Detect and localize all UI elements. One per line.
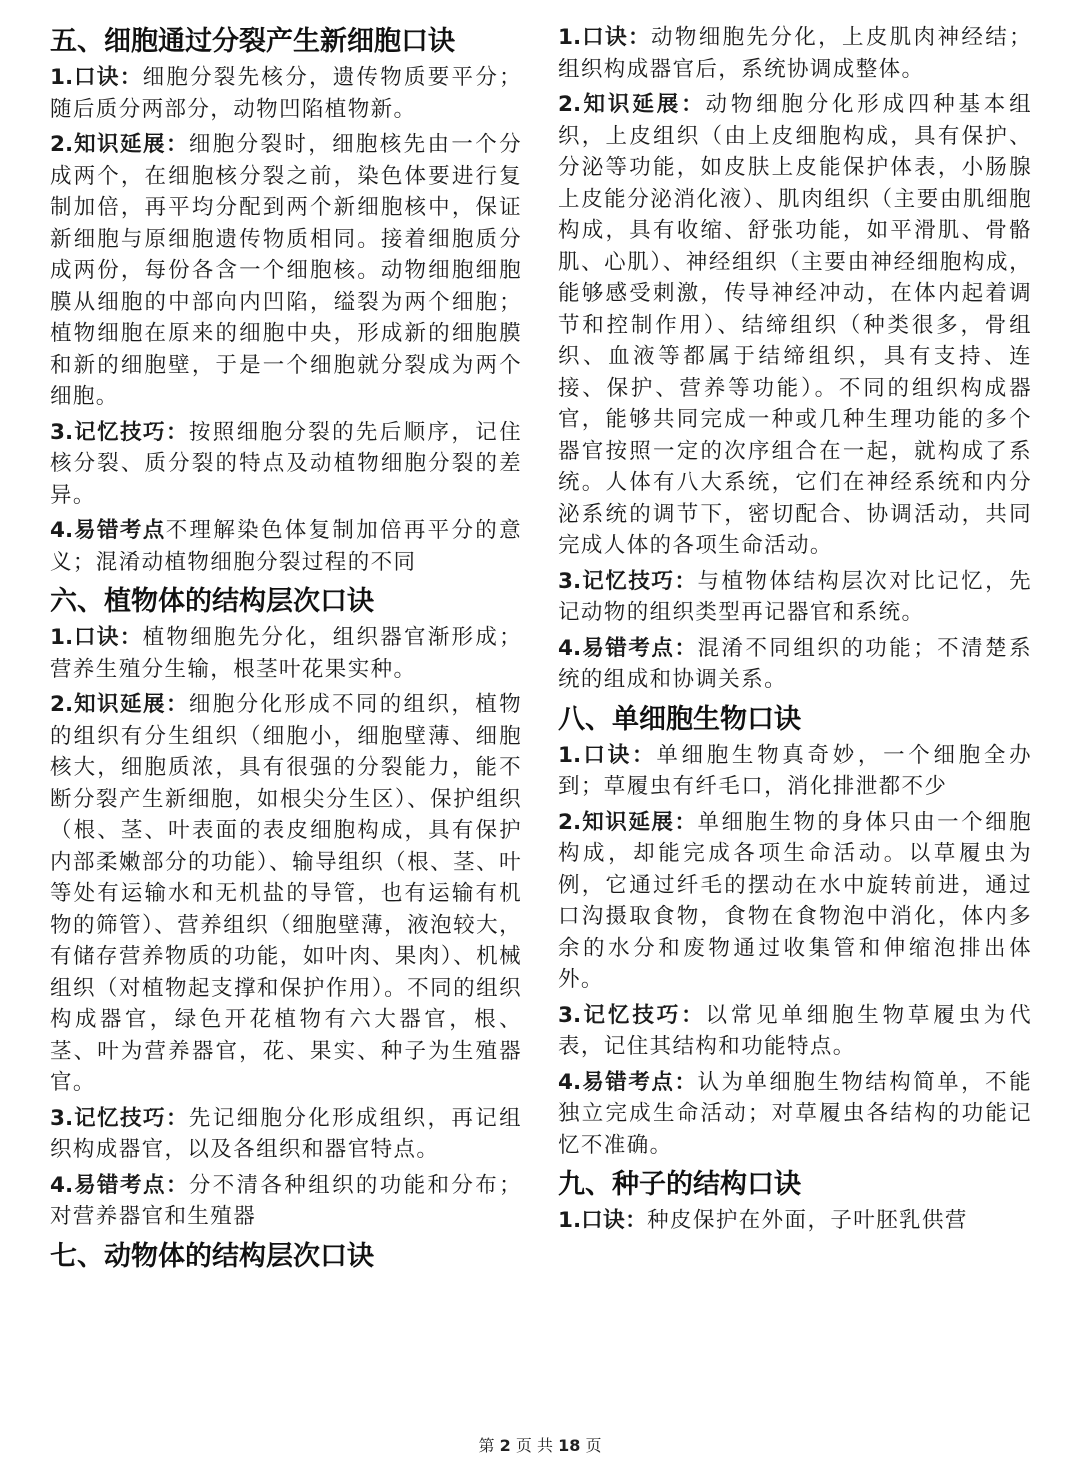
item-label: 易错考点 <box>73 518 166 543</box>
section-title-9: 九、种子的结构口诀 <box>558 1169 801 1200</box>
s5-item-1 <box>50 62 522 125</box>
item-label: 口诀： <box>73 625 143 650</box>
item-number: 4. <box>558 635 582 661</box>
item-number: 4. <box>558 1069 582 1095</box>
item-text: 先记细胞分化形成组织，再记组织构成器官，以及各组织和器官特点。 <box>50 1105 522 1162</box>
s6-item-1 <box>50 622 522 685</box>
s8-item-2 <box>558 807 1032 996</box>
footer-middle: 页 共 <box>515 1436 553 1455</box>
item-text: 单细胞生物的身体只由一个细胞构成，却能完成各项生命活动。以草履虫为例，它通过纤毛的摆动在水中旋转前进，通过口沟摄取食物，食物在食物泡中消化，体内多余的水分和废物通过收集管和伸缩泡排出体外。 <box>558 809 1032 992</box>
item-number: 1. <box>558 25 582 50</box>
left-column <box>50 22 522 1277</box>
item-label: 记忆技巧： <box>73 1105 189 1131</box>
s5-item-3 <box>50 417 522 512</box>
item-label: 易错考点： <box>581 635 698 661</box>
item-text: 以常见单细胞生物草履虫为代表，记住其结构和功能特点。 <box>558 1002 1032 1059</box>
item-number: 2. <box>558 809 582 835</box>
s5-item-2 <box>50 129 522 413</box>
item-number: 3. <box>558 1002 582 1028</box>
page-footer <box>0 1433 1080 1456</box>
item-text: 动物细胞分化形成四种基本组织，上皮组织（由上皮细胞构成，具有保护、分泌等功能，如皮肤上皮能保护体表，小肠腺上皮能分泌消化液）、肌肉组织（主要由肌细胞构成，具有收缩、舒张功能，如平滑肌、骨骼肌、心肌）、神经组织（主要由神经细胞构成，能够感受刺激，传导神经冲动，在体内起着调节和控制作用）、结缔组织（种类很多，骨组织、血液等都属于结缔组织，具有支持、连接、保护、营养等功能）。不同的组织构成器官，能够共同完成一种或几种生理功能的多个器官按照一定的次序组合在一起，就构成了系统。人体有八大系统，它们在神经系统和内分泌系统的调节下，密切配合、协调活动，共同完成人体的各项生命活动。 <box>558 92 1032 558</box>
s7-item-2 <box>558 89 1032 562</box>
item-number: 3. <box>50 1105 74 1131</box>
total-pages-number: 18 <box>558 1436 581 1455</box>
item-number: 1. <box>50 65 74 90</box>
item-label: 记忆技巧： <box>581 1002 706 1028</box>
item-text: 不理解染色体复制加倍再平分的意义；混淆动植物细胞分裂过程的不同 <box>50 518 522 575</box>
s7-item-4 <box>558 633 1032 696</box>
item-label: 知识延展： <box>581 92 706 117</box>
section-title-6: 六、植物体的结构层次口诀 <box>50 586 374 617</box>
item-label: 知识延展： <box>73 692 189 717</box>
s6-item-3 <box>50 1103 522 1166</box>
item-label: 易错考点： <box>73 1172 189 1198</box>
s6-item-2 <box>50 689 522 1099</box>
footer-prefix: 第 <box>478 1436 495 1455</box>
item-text: 植物细胞先分化，组织器官渐形成；营养生殖分生输，根茎叶花果实种。 <box>50 625 522 682</box>
item-number: 1. <box>558 742 582 768</box>
s9-item-1 <box>558 1205 1032 1237</box>
item-number: 3. <box>558 568 582 594</box>
item-number: 4. <box>50 1172 74 1198</box>
item-text: 细胞分裂时，细胞核先由一个分成两个，在细胞核分裂之前，染色体要进行复制加倍，再平均分配到两个新细胞核中，保证新细胞与原细胞遗传物质相同。接着细胞质分成两份，每份各含一个细胞核。动物细胞细胞膜从细胞的中部向内凹陷，缢裂为两个细胞；植物细胞在原来的细胞中央，形成新的细胞膜和新的细胞壁，于是一个细胞就分裂成为两个细胞。 <box>50 132 522 409</box>
item-text: 分不清各种组织的功能和分布；对营养器官和生殖器 <box>50 1172 522 1229</box>
item-label: 口诀： <box>581 742 657 768</box>
s8-item-4 <box>558 1067 1032 1162</box>
right-column <box>558 22 1032 1241</box>
s5-item-4 <box>50 515 522 578</box>
item-text: 种皮保护在外面，子叶胚乳供营 <box>647 1208 968 1233</box>
item-number: 2. <box>50 132 74 157</box>
item-label: 口诀： <box>581 1208 648 1233</box>
item-label: 易错考点： <box>581 1069 698 1095</box>
s7-item-3 <box>558 566 1032 629</box>
item-number: 1. <box>50 625 74 650</box>
item-text: 单细胞生物真奇妙，一个细胞全办到；草履虫有纤毛口，消化排泄都不少 <box>558 742 1032 799</box>
s8-item-3 <box>558 1000 1032 1063</box>
footer-suffix: 页 <box>585 1436 602 1455</box>
item-text: 细胞分化形成不同的组织，植物的组织有分生组织（细胞小，细胞壁薄、细胞核大，细胞质浓，具有很强的分裂能力，能不断分裂产生新细胞，如根尖分生区）、保护组织（根、茎、叶表面的表皮细胞构成，具有保护内部柔嫩部分的功能）、输导组织（根、茎、叶等处有运输水和无机盐的导管，也有运输有机物的筛管）、营养组织（细胞壁薄，液泡较大，有储存营养物质的功能，如叶肉、果肉）、机械组织（对植物起支撑和保护作用）。不同的组织构成器官，绿色开花植物有六大器官，根、茎、叶为营养器官，花、果实、种子为生殖器官。 <box>50 692 522 1095</box>
item-number: 2. <box>50 692 74 717</box>
item-number: 3. <box>50 419 74 445</box>
item-text: 细胞分裂先核分，遗传物质要平分；随后质分两部分，动物凹陷植物新。 <box>50 65 522 122</box>
section-title-5: 五、细胞通过分裂产生新细胞口诀 <box>50 26 455 57</box>
item-label: 记忆技巧： <box>581 568 698 594</box>
s8-item-1 <box>558 740 1032 803</box>
item-text: 认为单细胞生物结构简单，不能独立完成生命活动；对草履虫各结构的功能记忆不准确。 <box>558 1069 1032 1158</box>
item-label: 口诀： <box>73 65 143 90</box>
item-label: 口诀： <box>581 25 652 50</box>
item-number: 1. <box>558 1208 582 1233</box>
item-number: 2. <box>558 92 582 117</box>
section-title-7: 七、动物体的结构层次口诀 <box>50 1240 374 1272</box>
section-title-8: 八、单细胞生物口诀 <box>558 703 801 735</box>
item-number: 4. <box>50 518 74 543</box>
item-text: 按照细胞分裂的先后顺序，记住核分裂、质分裂的特点及动植物细胞分裂的差异。 <box>50 419 522 508</box>
item-text: 混淆不同组织的功能；不清楚系统的组成和协调关系。 <box>558 635 1032 692</box>
item-label: 知识延展： <box>581 809 698 835</box>
item-text: 与植物体结构层次对比记忆，先记动物的组织类型再记器官和系统。 <box>558 568 1032 625</box>
item-label: 知识延展： <box>73 132 189 157</box>
s7-item-1 <box>558 22 1032 85</box>
current-page-number: 2 <box>499 1436 511 1455</box>
s6-item-4 <box>50 1170 522 1233</box>
item-text: 动物细胞先分化，上皮肌肉神经结；组织构成器官后，系统协调成整体。 <box>558 25 1032 82</box>
item-label: 记忆技巧： <box>73 419 189 445</box>
